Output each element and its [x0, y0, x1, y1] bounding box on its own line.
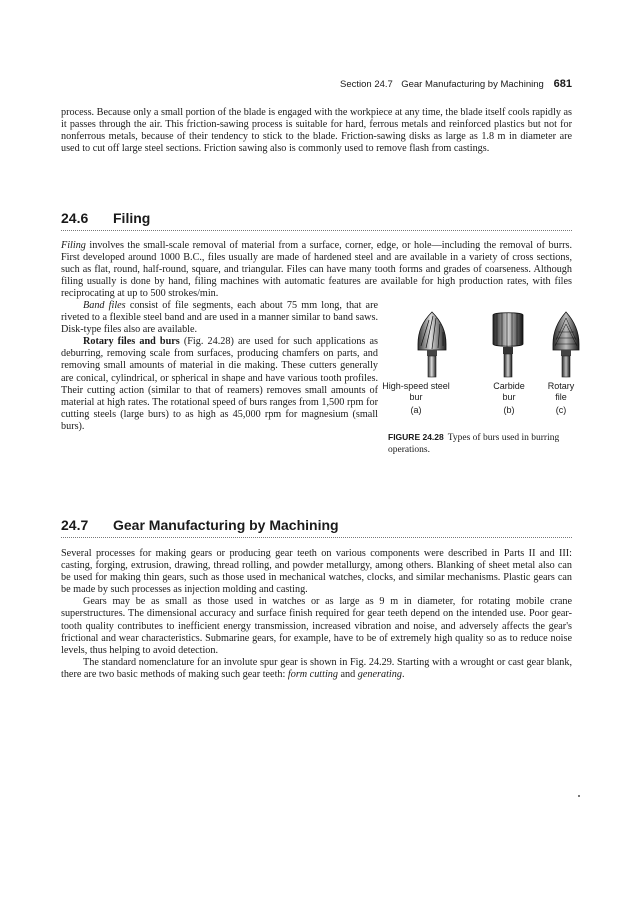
- page-mark: [578, 795, 580, 797]
- label-letter: (a): [410, 405, 422, 415]
- rotary-files-term: Rotary files and burs: [83, 336, 180, 348]
- section-heading-24-6: [61, 210, 572, 231]
- figure-label-c: [526, 381, 596, 416]
- label-line1: High-speed steel: [382, 381, 450, 391]
- figure-label-a: [381, 381, 451, 416]
- gear-p3-end: .: [401, 668, 405, 680]
- carbide-bur-image: [488, 310, 528, 378]
- gear-p3-lead: The standard nomenclature for an involute spur gear is shown in Fig. 24.29. Starting with a wrought or cast gear blank, there are two basic methods of making such gear teeth:: [61, 656, 572, 680]
- generating-term: generating: [357, 668, 402, 680]
- label-line2: bur: [409, 392, 423, 402]
- intro-paragraph: process. Because only a small portion of the blade is engaged with the workpiece at any time, the blade itself cools rapidly as it passes through the air. This friction-sawing process is suitable for hard, ferrous metals and reinforced plastics but not for nonferrous metals, because of their tendency to stick to the blade. Friction-sawing disks as large as 1.8 m in diameter are used to cut off large steel sections. Friction sawing also is commonly used to remove flash from castings.: [61, 107, 572, 155]
- label-line1: Carbide: [493, 381, 525, 391]
- gear-paragraph-1: Several processes for making gears or producing gear teeth on various components were described in Parts II and III: casting, forging, extrusion, drawing, thread rolling, and powder metallurgy, among others. Blanking of sheet metal also can be used for making thin gears, such as those used in mechanical watches, clocks, and similar mechanisms. Plastic gears can be made by such processes as injection molding and casting.: [61, 548, 572, 596]
- section-title: Filing: [113, 210, 151, 226]
- figure-caption: [388, 431, 572, 456]
- section-heading-24-7: [61, 517, 572, 538]
- gear-paragraph-3: [61, 657, 572, 681]
- filing-text: involves the small-scale removal of material from a surface, corner, edge, or hole—including the removal of burrs. First developed around 1000 B.C., files usually are made of hardened steel and are available in a variety of cross sections, such as flat, round, half-round, square, and triangular. Files can have many tooth forms and grades of coarseness. Although filing usually is done by hand, filing machines with automatic features are available for high production rates, with files reciprocating at up to 500 strokes/min.: [61, 240, 572, 300]
- gear-p3-mid: and: [337, 668, 358, 680]
- section-number: 24.6: [61, 210, 89, 226]
- band-files-term: Band files: [83, 300, 126, 311]
- running-head-title: Gear Manufacturing by Machining: [401, 79, 544, 90]
- filing-paragraph: [61, 240, 572, 300]
- label-letter: (b): [503, 405, 515, 415]
- gear-body: [61, 548, 572, 681]
- rotary-files-paragraph: [61, 336, 378, 433]
- form-cutting-term: form cutting: [287, 668, 338, 680]
- filing-narrow-column: [61, 300, 378, 433]
- running-head-section: Section 24.7: [340, 79, 393, 90]
- band-files-paragraph: [61, 300, 378, 336]
- label-line2: bur: [502, 392, 516, 402]
- section-title: Gear Manufacturing by Machining: [113, 517, 339, 533]
- label-line1: Rotary: [547, 381, 575, 391]
- high-speed-steel-bur-image: [412, 310, 452, 378]
- running-head: [340, 79, 572, 90]
- page-number: 681: [553, 78, 572, 90]
- rotary-file-image: [546, 310, 586, 378]
- rotary-files-text: (Fig. 24.28) are used for such applications as deburring, removing scale from surfaces, producing chamfers on parts, and removing small amounts of material in die making. These cutters generally are conical, cylindrical, or spherical in shape and have various tooth profiles. Their cutting action (similar to that of reamers) removes small amounts of material at high rates. The rotational speed of burs ranges from 1,500 rpm for cutting steels (large burs) to as high as 45,000 rpm for magnesium (small burs).: [61, 336, 378, 432]
- gear-paragraph-2: Gears may be as small as those used in watches or as large as 9 m in diameter, for rotating mobile crane superstructures. The dimensional accuracy and surface finish required for gear teeth depend on the intended use. Poor gear-tooth quality contributes to inefficient energy transmission, increased vibration and noise, and adversely affects the gear's frictional and wear characteristics. Submarine gears, for example, have to be of extremely high quality so as to reduce noise levels, thus helping to avoid detection.: [61, 596, 572, 656]
- figure-id: FIGURE 24.28: [388, 432, 444, 442]
- band-files-text: consist of file segments, each about 75 mm long, that are riveted to a flexible steel band and are used in a manner similar to band saws. Disk-type files also are available.: [61, 300, 378, 336]
- section-number: 24.7: [61, 517, 89, 533]
- label-line2: file: [555, 392, 567, 402]
- filing-term: Filing: [61, 240, 86, 251]
- figure-caption-text: Types of burs used in burring operations.: [388, 433, 560, 455]
- label-letter: (c): [555, 405, 567, 415]
